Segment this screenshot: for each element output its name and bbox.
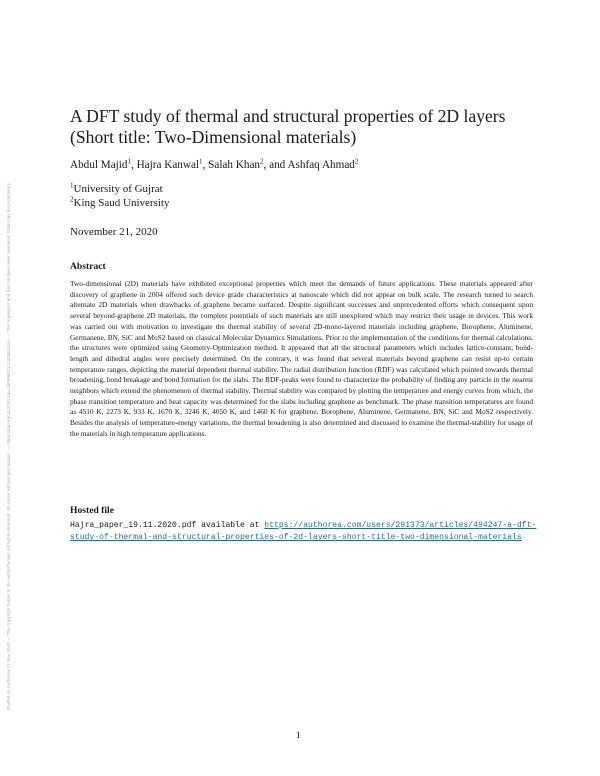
affiliation-name: King Saud University <box>73 197 170 209</box>
author-affil-mark: 1 <box>127 157 131 166</box>
affiliation-number: 2 <box>70 195 74 204</box>
side-note-text: Posted on Authorea 21 Nov 2020 — The copyright holder is the author/funder. All rights reserved. No reuse without permission. — https://doi.org/10.22541/au.160596111.11638614/v1 — This a preprint and has not been peer reviewed. Data may be preliminary. <box>6 182 11 710</box>
hosted-file-name: Hajra_paper_19.11.2020.pdf <box>70 521 197 530</box>
author-name: Abdul Majid <box>70 159 128 171</box>
affiliation-number: 1 <box>70 181 74 190</box>
author-affil-mark: 1 <box>199 157 203 166</box>
page-number: 1 <box>296 730 301 741</box>
hosted-file-link[interactable]: https://authorea.com/users/291373/articles/494247-a-dft-study-of-thermal-and-structural-properties-of-2d-layers-short-title-two-dimensional-materials <box>70 521 537 543</box>
author-separator: , <box>131 159 137 171</box>
hosted-file-entry <box>70 520 540 545</box>
author-list <box>70 158 550 172</box>
abstract-heading: Abstract <box>70 261 106 272</box>
author-name: Hajra Kanwal <box>136 159 200 171</box>
publication-date: November 21, 2020 <box>70 226 158 238</box>
abstract-text: Two-dimensional (2D) materials have exhibited exceptional properties which meet the demands of future applications. These materials appeared after discovery of graphene in 2004 offered such device grade characteristics at nanoscale which did not appear on bulk scale. The research turned to search alternate 2D materials when drawbacks of graphene became surfaced. Despite significant successes and unprecedented efforts which consequent upon several beyond-graphene 2D materials, the complete potentials of such materials are still unexplored which may restrict their usage in devices. This work was carried out with motivation to investigate the thermal stability of several 2D-mono-layered materials including graphene, Borophene, Aluminene, Germanene, BN, SiC and MoS2 based on classical Molecular Dynamics Simulations. Prior to the implementation of the conditions for thermal calculations, the structures were optimized using Geometry-Optimization method. It appeared that all the structural parameters which includes lattice-constant, bond-length and dihedral angles were precisely determined. On the contrary, it was found that several materials beyond graphene can resist up-to certain temperature ranges, depicting the material dependent thermal stability. The radial distribution function (RDF) was calculated which pointed towards thermal broadening, bond breakage and bond formation for the slabs. The RDF-peaks were found to characterize the probability of finding any particle in the nearest neighbors which extend the phenomenon of thermal stability. Thermal stability was compared by plotting the temperature and energy curves from which, the phase transition temperature and heat capacity was determined for the slabs including graphene as benchmark. The phase transition temperatures are found as 4510 K, 2273 K, 933 K, 1670 K, 3246 K, 4050 K, and 1460 K for graphene, Borophene, Aluminene, Germanene, BN, SiC and MoS2 respectively. Besides the analysis of temperature-energy variations, the thermal broadening is also determined and discussed to examine the thermal-stability for usage of the materials in high temperature applications. <box>70 279 533 438</box>
author-separator: , <box>202 159 209 171</box>
author-affil-mark: 2 <box>260 157 264 166</box>
author-name: Ashfaq Ahmad <box>287 159 355 171</box>
affiliation <box>70 182 163 196</box>
hosted-file-heading: Hosted file <box>70 505 114 516</box>
affiliation <box>70 196 169 210</box>
author-affil-mark: 2 <box>354 157 359 166</box>
side-note <box>6 90 20 710</box>
author-name: Salah Khan <box>208 159 261 171</box>
author-separator: , and <box>263 159 288 171</box>
paper-title: A DFT study of thermal and structural properties of 2D layers (Short title: Two-Dimensional materials) <box>70 106 506 147</box>
hosted-file-available-text: available at <box>196 521 265 530</box>
affiliation-name: University of Gujrat <box>73 183 163 195</box>
